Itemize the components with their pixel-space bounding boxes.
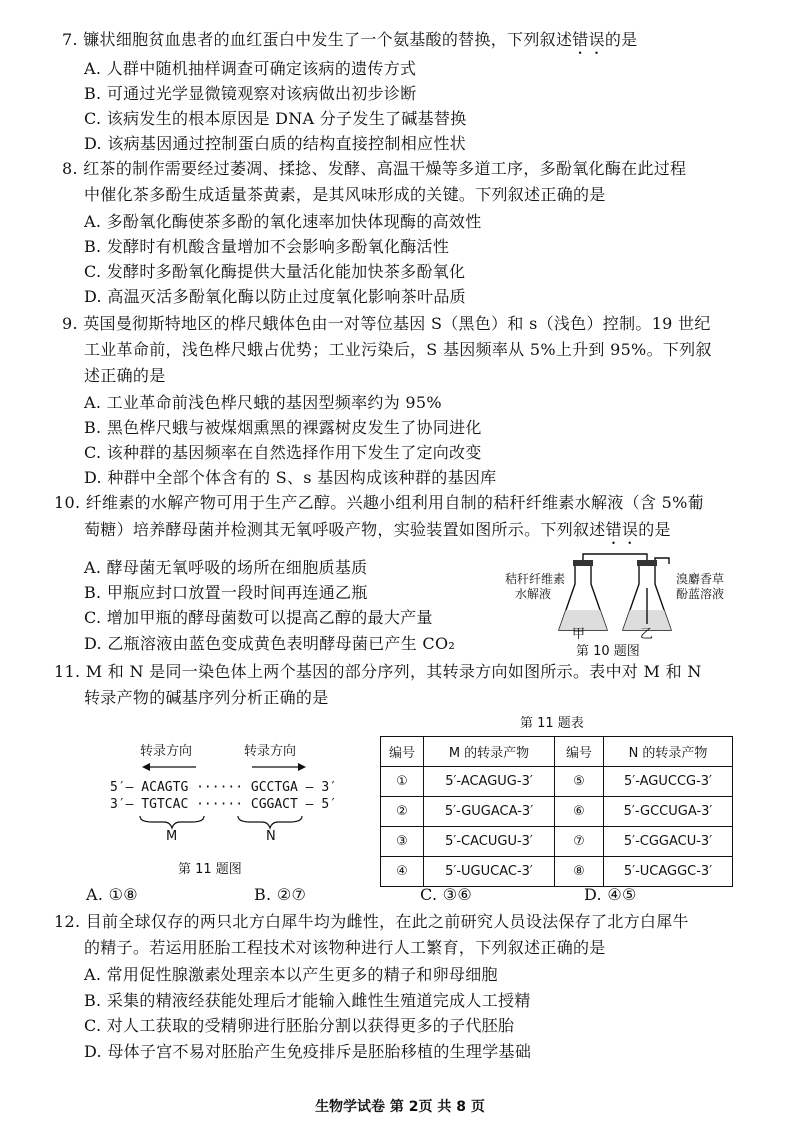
gene-n-label: N — [266, 829, 276, 844]
q10-option-c: C. 增加甲瓶的酵母菌数可以提高乙醇的最大产量 — [84, 608, 433, 627]
q8-option-c: C. 发酵时多酚氧化酶提供大量活化能加快茶多酚氧化 — [84, 262, 466, 281]
header-id-m: 编号 — [381, 737, 424, 767]
flask-jia-label-2: 水解液 — [515, 587, 552, 601]
table-cell: 5′-AGUCCG-3′ — [604, 767, 733, 797]
q10-emphasis: 错误 — [605, 520, 639, 539]
q9-stem-line-2: 工业革命前，浅色桦尺蛾占优势；工业污染后，S 基因频率从 5%上升到 95%。下列叙 — [84, 340, 712, 359]
table-row — [381, 767, 733, 797]
q10-figure-caption: 第 10 题图 — [576, 644, 640, 659]
q7-stem: 7. 镰状细胞贫血患者的血红蛋白中发生了一个氨基酸的替换，下列叙述错误的是 — [62, 30, 638, 49]
q10-option-b: B. 甲瓶应封口放置一段时间再连通乙瓶 — [84, 583, 368, 602]
flask-yi-label-2: 酚蓝溶液 — [676, 587, 725, 601]
q8-option-b: B. 发酵时有机酸含量增加不会影响多酚氧化酶活性 — [84, 237, 450, 256]
dna-strand-top: 5′— ACAGTG ······ GCCTGA — 3′ — [110, 780, 337, 795]
q10-stem-line-2: 萄糖）培养酵母菌并检测其无氧呼吸产物，实验装置如图所示。下列叙述错误的是 — [84, 520, 671, 539]
q10-option-a: A. 酵母菌无氧呼吸的场所在细胞质基质 — [84, 558, 368, 577]
q7-option-c: C. 该病发生的根本原因是 DNA 分子发生了碱基替换 — [84, 109, 467, 128]
table-row — [381, 827, 733, 857]
q9-option-c: C. 该种群的基因频率在自然选择作用下发生了定向改变 — [84, 443, 482, 462]
q8-stem-line-1: 8. 红茶的制作需要经过萎凋、揉捻、发酵、高温干燥等多道工序，多酚氧化酶在此过程 — [62, 159, 687, 178]
q7-option-d: D. 该病基因通过控制蛋白质的结构直接控制相应性状 — [84, 134, 466, 153]
table-cell: ③ — [381, 827, 424, 857]
table-row — [381, 797, 733, 827]
q12-option-a: A. 常用促性腺激素处理亲本以产生更多的精子和卵母细胞 — [84, 965, 498, 984]
q11-option-d: D. ④⑤ — [584, 885, 637, 904]
flask-yi-stopper — [637, 560, 657, 566]
table-cell: 5′-CGGACU-3′ — [604, 827, 733, 857]
arrow-left-icon — [142, 763, 196, 771]
header-m-product: M 的转录产物 — [424, 737, 555, 767]
q12-stem-line-2: 的精子。若运用胚胎工程技术对该物种进行人工繁育，下列叙述正确的是 — [84, 938, 606, 957]
table-header-row — [381, 737, 733, 767]
flask-yi-label-1: 溴麝香草 — [676, 572, 725, 586]
q11-option-b: B. ②⑦ — [254, 885, 307, 904]
q9-stem-line-1: 9. 英国曼彻斯特地区的桦尺蛾体色由一对等位基因 S（黑色）和 s（浅色）控制。19 世纪 — [62, 314, 711, 333]
table-cell: 5′-GCCUGA-3′ — [604, 797, 733, 827]
q12-stem-line-1: 12. 目前全球仅存的两只北方白犀牛均为雌性，在此之前研究人员设法保存了北方白犀牛 — [54, 912, 689, 931]
q11-stem-line-1: 11. M 和 N 是同一染色体上两个基因的部分序列，其转录方向如图所示。表中对 M 和 N — [54, 662, 702, 681]
q12-option-c: C. 对人工获取的受精卵进行胚胎分割以获得更多的子代胚胎 — [84, 1016, 515, 1035]
table-cell: ⑦ — [555, 827, 604, 857]
q11-stem-line-2: 转录产物的碱基序列分析正确的是 — [84, 688, 329, 707]
connecting-tube — [583, 554, 647, 588]
arrow-right-icon — [252, 763, 306, 771]
q9-stem-line-3: 述正确的是 — [84, 366, 166, 385]
transcription-direction-right-label: 转录方向 — [244, 744, 297, 759]
q7-option-b: B. 可通过光学显微镜观察对该病做出初步诊断 — [84, 84, 417, 103]
direction-arrows — [140, 760, 340, 774]
q7-emphasis: 错误 — [572, 30, 605, 49]
gene-m-label: M — [166, 829, 178, 844]
table-cell: ⑤ — [555, 767, 604, 797]
flask-yi-name: 乙 — [640, 627, 654, 642]
brace-n — [238, 816, 302, 828]
q12-option-b: B. 采集的精液经获能处理后才能输入雌性生殖道完成人工授精 — [84, 991, 531, 1010]
flask-jia-label-1: 秸秆纤维素 — [505, 572, 566, 586]
table-cell: ② — [381, 797, 424, 827]
header-n-product: N 的转录产物 — [604, 737, 733, 767]
q8-stem-line-2: 中催化茶多酚生成适量茶黄素，是其风味形成的关键。下列叙述正确的是 — [84, 185, 606, 204]
q7-option-a: A. 人群中随机抽样调查可确定该病的遗传方式 — [84, 59, 417, 78]
table-cell: ④ — [381, 857, 424, 887]
q12-option-d: D. 母体子宫不易对胚胎产生免疫排斥是胚胎移植的生理学基础 — [84, 1042, 532, 1061]
dna-strand-bottom: 3′— TGTCAC ······ CGGACT — 5′ — [110, 797, 337, 812]
table-cell: ⑥ — [555, 797, 604, 827]
table-cell: 5′-GUGACA-3′ — [424, 797, 555, 827]
q9-option-d: D. 种群中全部个体含有的 S、s 基因构成该种群的基因库 — [84, 468, 497, 487]
table-cell: ⑧ — [555, 857, 604, 887]
flask-jia-name: 甲 — [572, 627, 586, 642]
q10-stem-line-1: 10. 纤维素的水解产物可用于生产乙醇。兴趣小组利用自制的秸秆纤维素水解液（含 5%葡 — [54, 493, 704, 512]
q11-figure-caption: 第 11 题图 — [178, 862, 242, 877]
q11-table-caption: 第 11 题表 — [520, 716, 584, 731]
table-cell: 5′-UCAGGC-3′ — [604, 857, 733, 887]
table-cell: 5′-ACAGUG-3′ — [424, 767, 555, 797]
q9-option-a: A. 工业革命前浅色桦尺蛾的基因型频率约为 95% — [84, 393, 442, 412]
q8-option-d: D. 高温灭活多酚氧化酶以防止过度氧化影响茶叶品质 — [84, 287, 466, 306]
flask-jia-stopper — [573, 560, 593, 566]
q10-option-d: D. 乙瓶溶液由蓝色变成黄色表明酵母菌已产生 CO₂ — [84, 634, 456, 653]
q9-option-b: B. 黑色桦尺蛾与被煤烟熏黑的裸露树皮发生了协同进化 — [84, 418, 482, 437]
page-footer: 生物学试卷 第 2页 共 8 页 — [315, 1099, 485, 1115]
q11-option-c: C. ③⑥ — [420, 885, 473, 904]
outlet-tube — [655, 558, 669, 566]
header-id-n: 编号 — [555, 737, 604, 767]
table-row — [381, 857, 733, 887]
table-cell: ① — [381, 767, 424, 797]
transcription-direction-left-label: 转录方向 — [140, 744, 193, 759]
gene-braces — [138, 814, 338, 830]
q8-option-a: A. 多酚氧化酶使茶多酚的氧化速率加快体现酶的高效性 — [84, 212, 482, 231]
q11-option-a: A. ①⑧ — [86, 885, 138, 904]
table-cell: 5′-UGUCAC-3′ — [424, 857, 555, 887]
brace-m — [140, 816, 204, 828]
table-cell: 5′-CACUGU-3′ — [424, 827, 555, 857]
q11-table — [380, 736, 733, 887]
